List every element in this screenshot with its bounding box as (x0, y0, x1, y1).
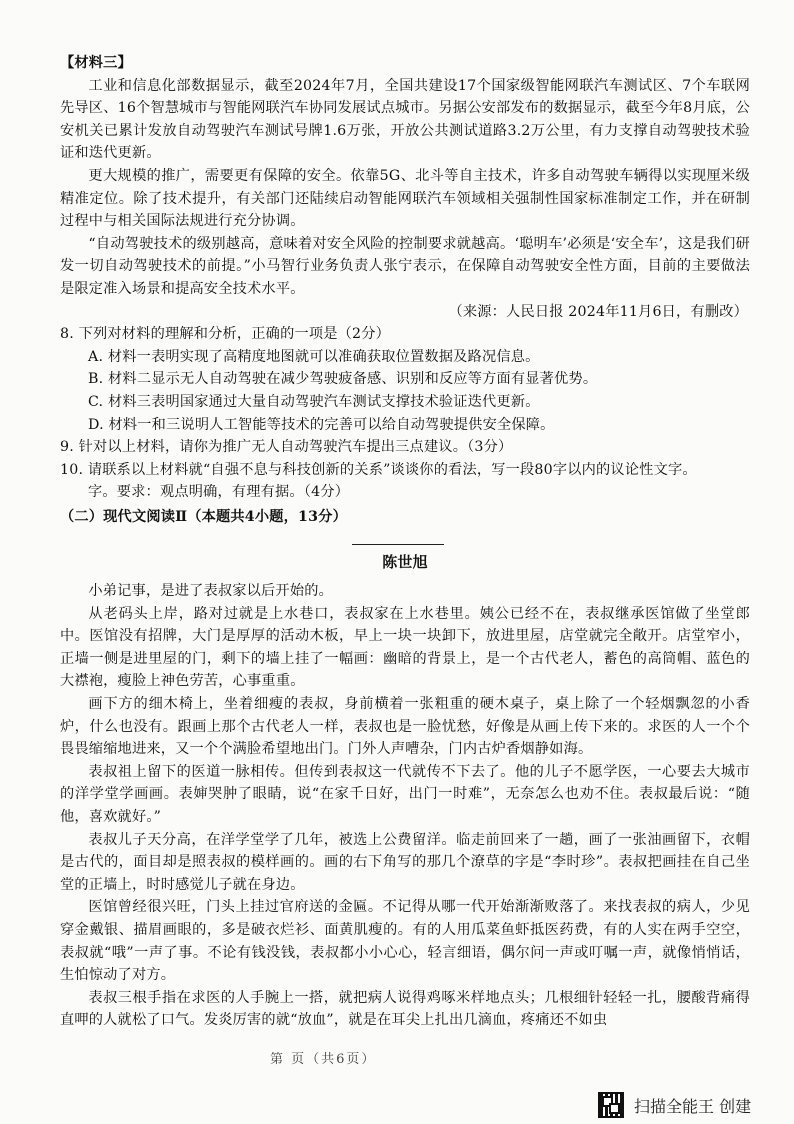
material3-paragraph-3: “自动驾驶技术的级别越高，意味着对安全风险的控制要求就越高。‘聪明车’必须是‘安全车’，这是我们研发一切自动驾驶技术的前提。”小马智行业务负责人张宁表示，在保障自动驾驶安全性方面，目前的主要做法是限定准入场景和提高安全技术水平。 (60, 235, 750, 297)
section-2-heading: （二）现代文阅读Ⅱ（本题共4小题，13分） (60, 508, 347, 525)
question-8-option-c: C. 材料三表明国家通过大量自动驾驶汽车测试支撑技术验证迭代更新。 (88, 393, 540, 410)
story-paragraph-2: 从老码头上岸，路对过就是上水巷口，表叔家在上水巷里。姨公已经不在，表叔继承医馆做了坐堂郎中。医馆没有招牌，大门是厚厚的活动木板，早上一块一块卸下，放进里屋，店堂就完全敞开。店堂窄小，正墙一侧是进里屋的门，剩下的墙上挂了一幅画：幽暗的背景上，是一个古代老人，蓄色的高筒帽、蓝色的大襟袍，瘦脸上神色劳苦，心事重重。 (60, 605, 750, 690)
story-paragraph-7: 表叔三根手指在求医的人手腕上一搭，就把病人说得鸡啄米样地点头；几根细针轻轻一扎，腰酸背痛得直呷的人就松了口气。发炎厉害的就“放血”，就是在耳尖上扎出几滴血，疼痛还不如虫 (60, 989, 750, 1029)
story-paragraph-1: 小弟记事，是进了表叔家以后开始的。 (88, 583, 333, 600)
material3-heading: 【材料三】 (60, 55, 132, 71)
story-title: 陈世旭 (382, 553, 428, 572)
story-paragraph-6: 医馆曾经很兴旺，门头上挂过官府送的金匾。不记得从哪一代开始渐渐败落了。来找表叔的病人，少见穿金戴银、描眉画眼的，多是破衣烂衫、面黄肌瘦的。有的人用瓜菜鱼虾抵医药费，有的人实在两手空空，表叔就“哦”一声了事。不论有钱没钱，表叔都小小心心，轻言细语，偶尔问一声或叮嘱一声，就像悄悄话，生怕惊动了对方。 (60, 899, 750, 984)
material3-paragraph-1: 工业和信息化部数据显示，截至2024年7月，全国共建设17个国家级智能网联汽车测试区、7个车联网先导区、16个智慧城市与智能网联汽车协同发展试点城市。另据公安部发布的数据显示，截至今年8月底，公安机关已累计发放自动驾驶汽车测试号牌1.6万张，开放公共测试道路3.2万公里，有力支撑自动驾驶技术验证和迭代更新。 (60, 77, 750, 162)
question-8-option-b: B. 材料二显示无人自动驾驶在减少驾驶疲备感、识别和反应等方面有显著优势。 (88, 371, 598, 388)
title-rule (352, 544, 444, 545)
qr-code-icon (598, 1092, 624, 1118)
page-footer: 第 页（共6页） (270, 1052, 377, 1067)
scanner-label: 扫描全能王 创建 (634, 1096, 752, 1116)
story-paragraph-3: 画下方的细木椅上，坐着细瘦的表叔，身前横着一张粗重的硬木桌子，桌上除了一个轻烟飘忽的小香炉，什么也没有。跟画上那个古代老人一样，表叔也是一脸忧愁，好像是从画上传下来的。求医的人一个个畏畏缩缩地进来，又一个个满脸希望地出门。门外人声嘈杂，门内古炉香烟静如海。 (60, 696, 750, 758)
question-8-stem: 8. 下列对材料的理解和分析，正确的一项是（2分） (60, 326, 391, 343)
question-10-line-2: 字。要求：观点明确，有理有据。（4分） (88, 484, 350, 501)
scanner-watermark (598, 1092, 751, 1118)
question-8-option-a: A. 材料一表明实现了高精度地图就可以准确获取位置数据及路况信息。 (88, 348, 540, 365)
story-paragraph-5: 表叔儿子天分高，在洋学堂学了几年，被选上公费留洋。临走前回来了一趟，画了一张油画留下，衣帽是古代的，面目却是照表叔的模样画的。画的右下角写的那几个潦草的字是“李时珍”。表叔把画挂在自己坐堂的正墙上，时时感觉儿子就在身边。 (60, 831, 750, 893)
material3-paragraph-2: 更大规模的推广，需要更有保障的安全。依靠5G、北斗等自主技术，许多自动驾驶车辆得以实现厘米级精准定位。除了技术提升，有关部门还陆续启动智能网联汽车领域相关强制性国家标准制定工作，并在研制过程中与相关国际法规进行充分协调。 (60, 167, 750, 230)
material3-source: （来源：人民日报 2024年11月6日，有删改） (448, 303, 748, 320)
page-content (60, 52, 750, 1032)
question-10-line-1: 10. 请联系以上材料就“自强不息与科技创新的关系”谈谈你的看法，写一段80字以内的议论性文字。 (60, 461, 697, 478)
story-paragraph-4: 表叔祖上留下的医道一脉相传。但传到表叔这一代就传不下去了。他的儿子不愿学医，一心要去大城市的洋学堂学画画。表婶哭肿了眼睛，说“在家千日好，出门一时难”，无奈怎么也劝不住。表叔最后说：“随他，喜欢就好。” (60, 763, 750, 825)
question-8-option-d: D. 材料一和三说明人工智能等技术的完善可以给自动驾驶提供安全保障。 (88, 416, 555, 433)
question-9: 9. 针对以上材料，请你为推广无人自动驾驶汽车提出三点建议。（3分） (60, 439, 513, 456)
